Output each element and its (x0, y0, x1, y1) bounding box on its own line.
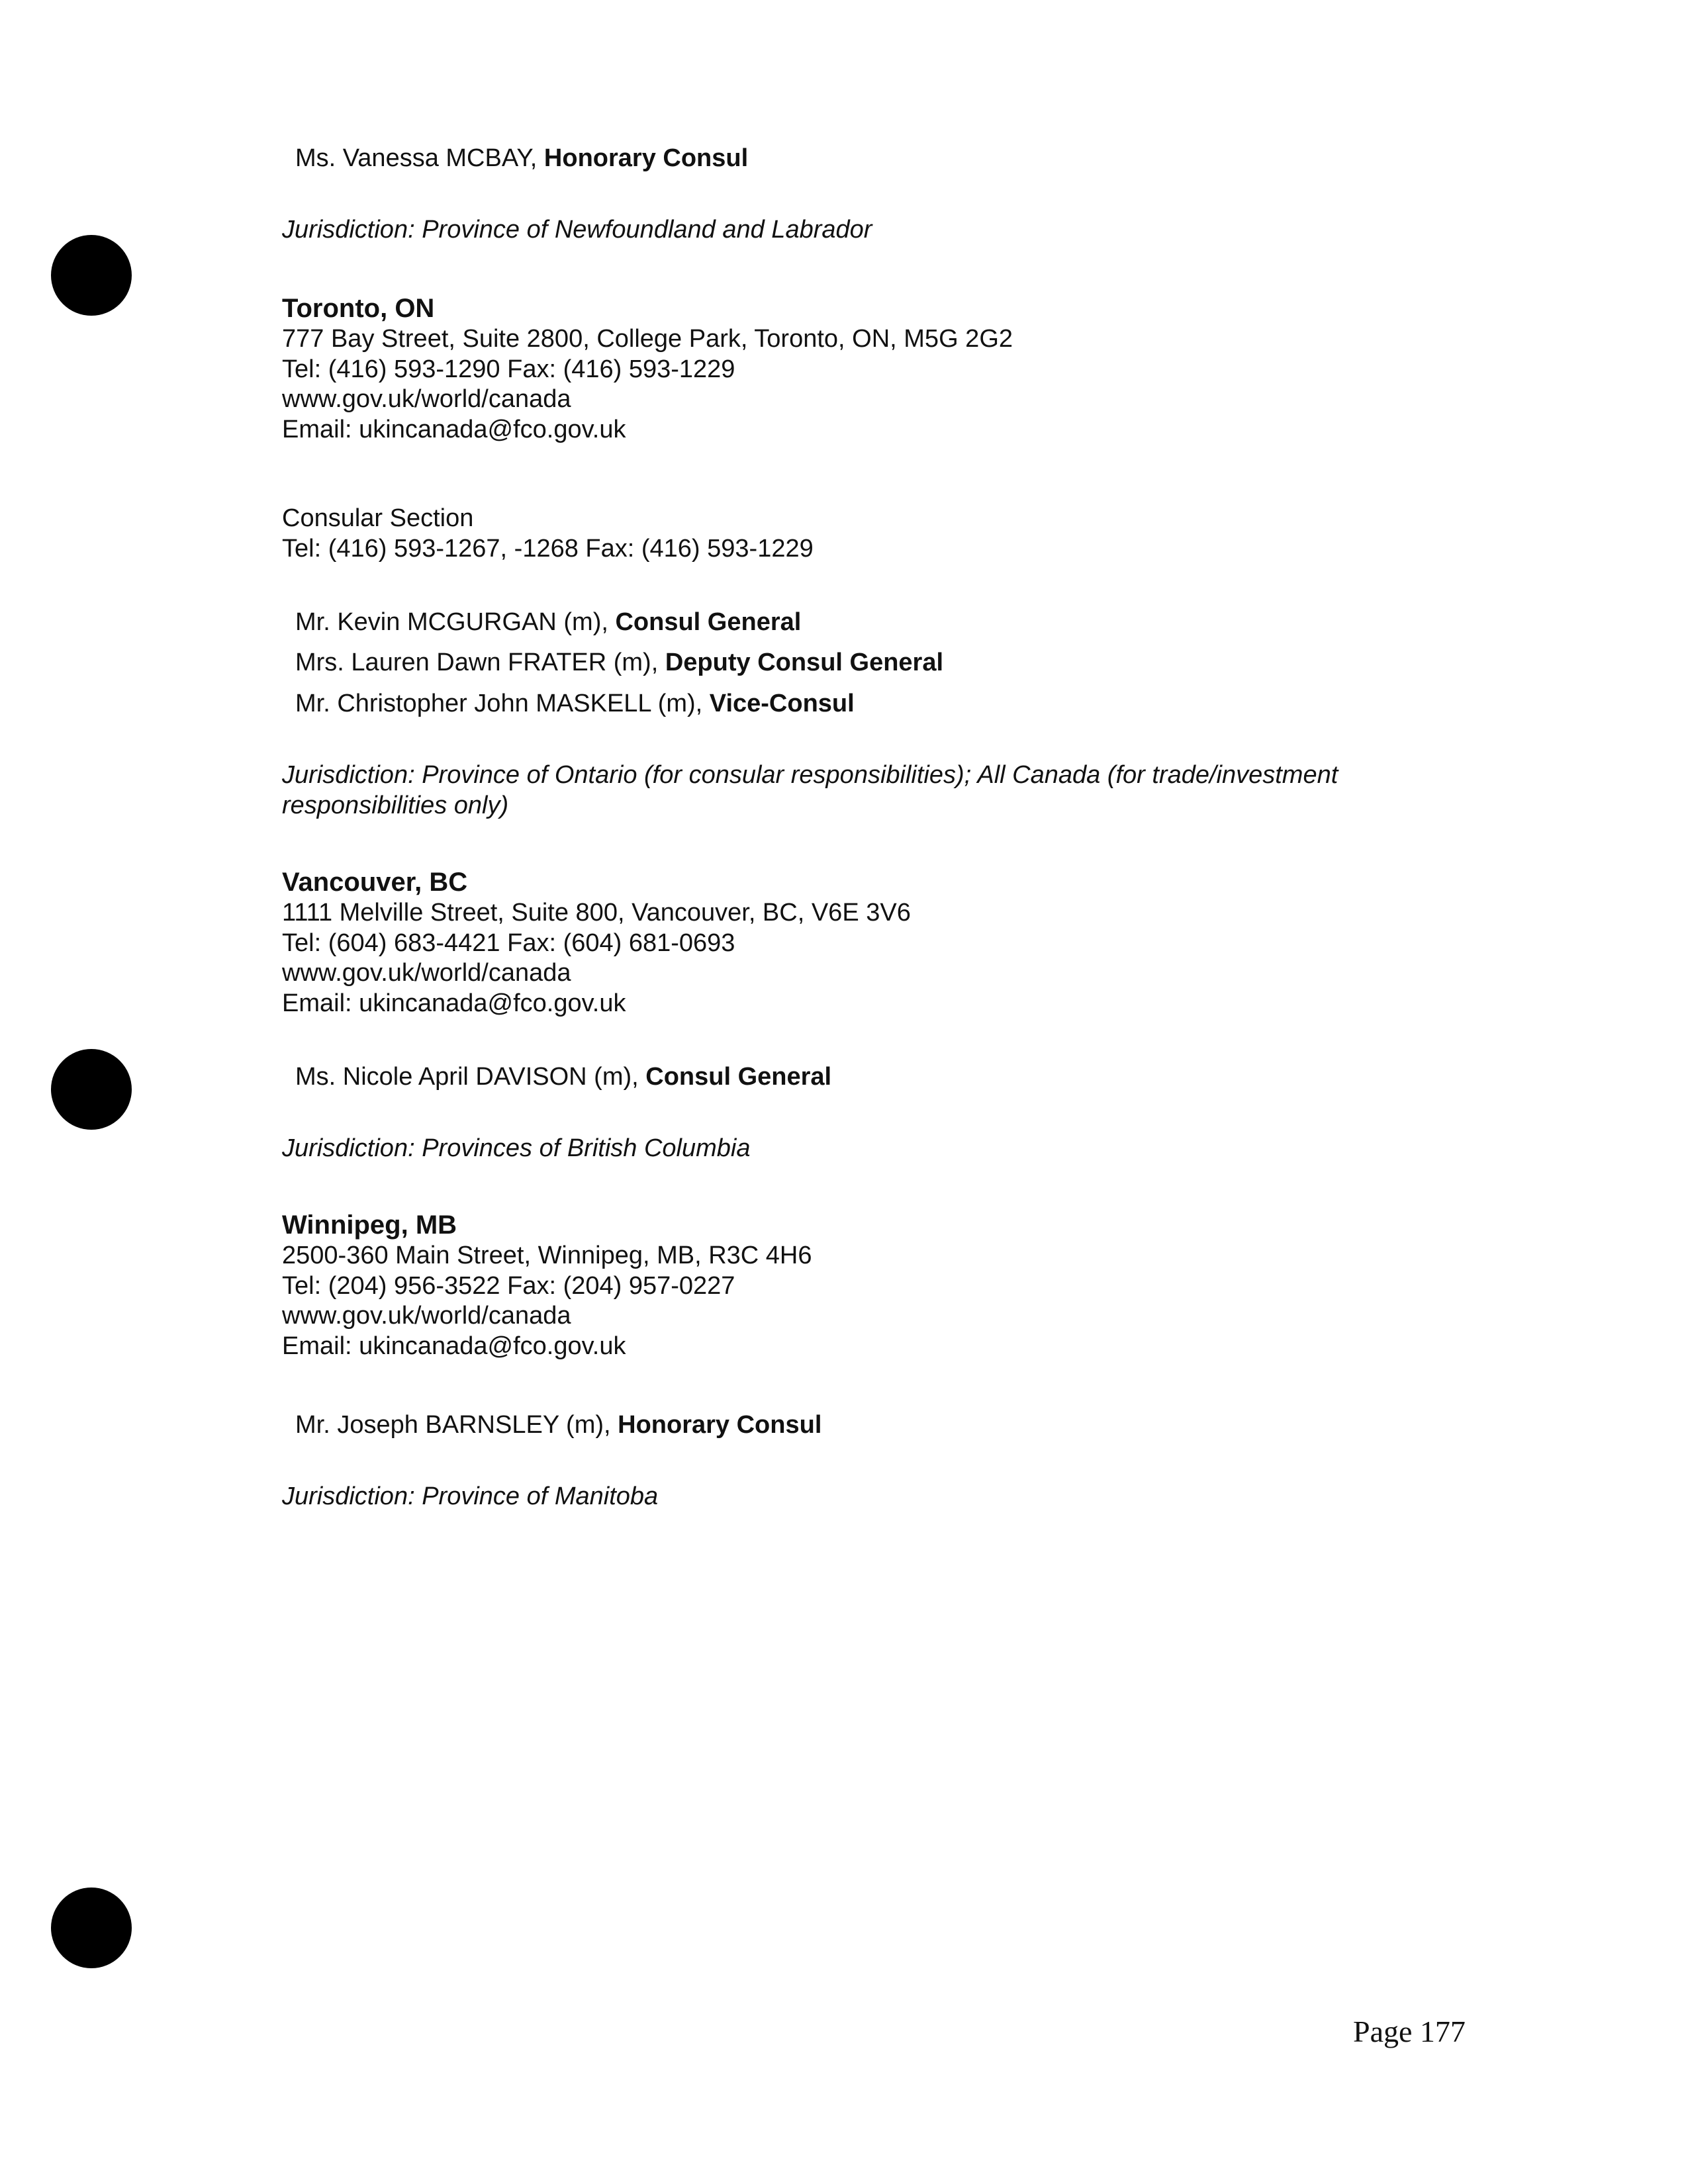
staff-role: Vice-Consul (709, 690, 855, 717)
office-email-winnipeg: Email: ukincanada@fco.gov.uk (282, 1332, 626, 1360)
office-website-vancouver: www.gov.uk/world/canada (282, 959, 571, 987)
consular-section-title: Consular Section (282, 504, 474, 532)
staff-line-barnsley (295, 1410, 821, 1440)
staff-line-mcgurgan (295, 607, 801, 637)
office-phone-vancouver: Tel: (604) 683-4421 Fax: (604) 681-0693 (282, 929, 735, 957)
staff-line-maskell (295, 688, 855, 719)
staff-role: Consul General (645, 1063, 832, 1091)
staff-name: Mrs. Lauren Dawn FRATER (m), (295, 649, 665, 676)
staff-role: Deputy Consul General (665, 649, 944, 676)
jurisdiction-newfoundland: Jurisdiction: Province of Newfoundland and Labrador (282, 216, 872, 244)
jurisdiction-ontario-line1: Jurisdiction: Province of Ontario (for consular responsibilities); All Canada (for trade/investment (282, 761, 1338, 789)
jurisdiction-british-columbia: Jurisdiction: Provinces of British Columbia (282, 1134, 751, 1162)
office-title-vancouver: Vancouver, BC (282, 868, 468, 897)
staff-role: Honorary Consul (618, 1411, 822, 1439)
office-title-toronto: Toronto, ON (282, 294, 435, 323)
staff-name: Ms. Vanessa MCBAY, (295, 144, 544, 172)
staff-line-davison (295, 1062, 831, 1092)
office-email-toronto: Email: ukincanada@fco.gov.uk (282, 416, 626, 443)
punch-hole-middle (51, 1049, 132, 1130)
office-email-vancouver: Email: ukincanada@fco.gov.uk (282, 989, 626, 1017)
office-address-toronto: 777 Bay Street, Suite 2800, College Park, Toronto, ON, M5G 2G2 (282, 325, 1013, 353)
punch-hole-top (51, 235, 132, 316)
office-phone-winnipeg: Tel: (204) 956-3522 Fax: (204) 957-0227 (282, 1272, 735, 1300)
jurisdiction-ontario-line2: responsibilities only) (282, 792, 509, 819)
staff-name: Mr. Kevin MCGURGAN (m), (295, 608, 616, 636)
staff-name: Mr. Christopher John MASKELL (m), (295, 690, 710, 717)
punch-hole-bottom (51, 1888, 132, 1968)
staff-line-mcbay (295, 143, 748, 173)
jurisdiction-manitoba: Jurisdiction: Province of Manitoba (282, 1482, 659, 1510)
consular-section-phone: Tel: (416) 593-1267, -1268 Fax: (416) 593-1229 (282, 535, 814, 563)
staff-line-frater (295, 647, 943, 678)
office-website-winnipeg: www.gov.uk/world/canada (282, 1302, 571, 1330)
office-address-winnipeg: 2500-360 Main Street, Winnipeg, MB, R3C 4H6 (282, 1242, 812, 1269)
page-number: Page 177 (1353, 2015, 1466, 2048)
staff-name: Ms. Nicole April DAVISON (m), (295, 1063, 646, 1091)
staff-name: Mr. Joseph BARNSLEY (m), (295, 1411, 618, 1439)
staff-role: Consul General (615, 608, 802, 636)
office-website-toronto: www.gov.uk/world/canada (282, 385, 571, 413)
office-phone-toronto: Tel: (416) 593-1290 Fax: (416) 593-1229 (282, 355, 735, 383)
office-title-winnipeg: Winnipeg, MB (282, 1210, 457, 1240)
office-address-vancouver: 1111 Melville Street, Suite 800, Vancouver, BC, V6E 3V6 (282, 899, 911, 927)
staff-role: Honorary Consul (543, 144, 749, 172)
